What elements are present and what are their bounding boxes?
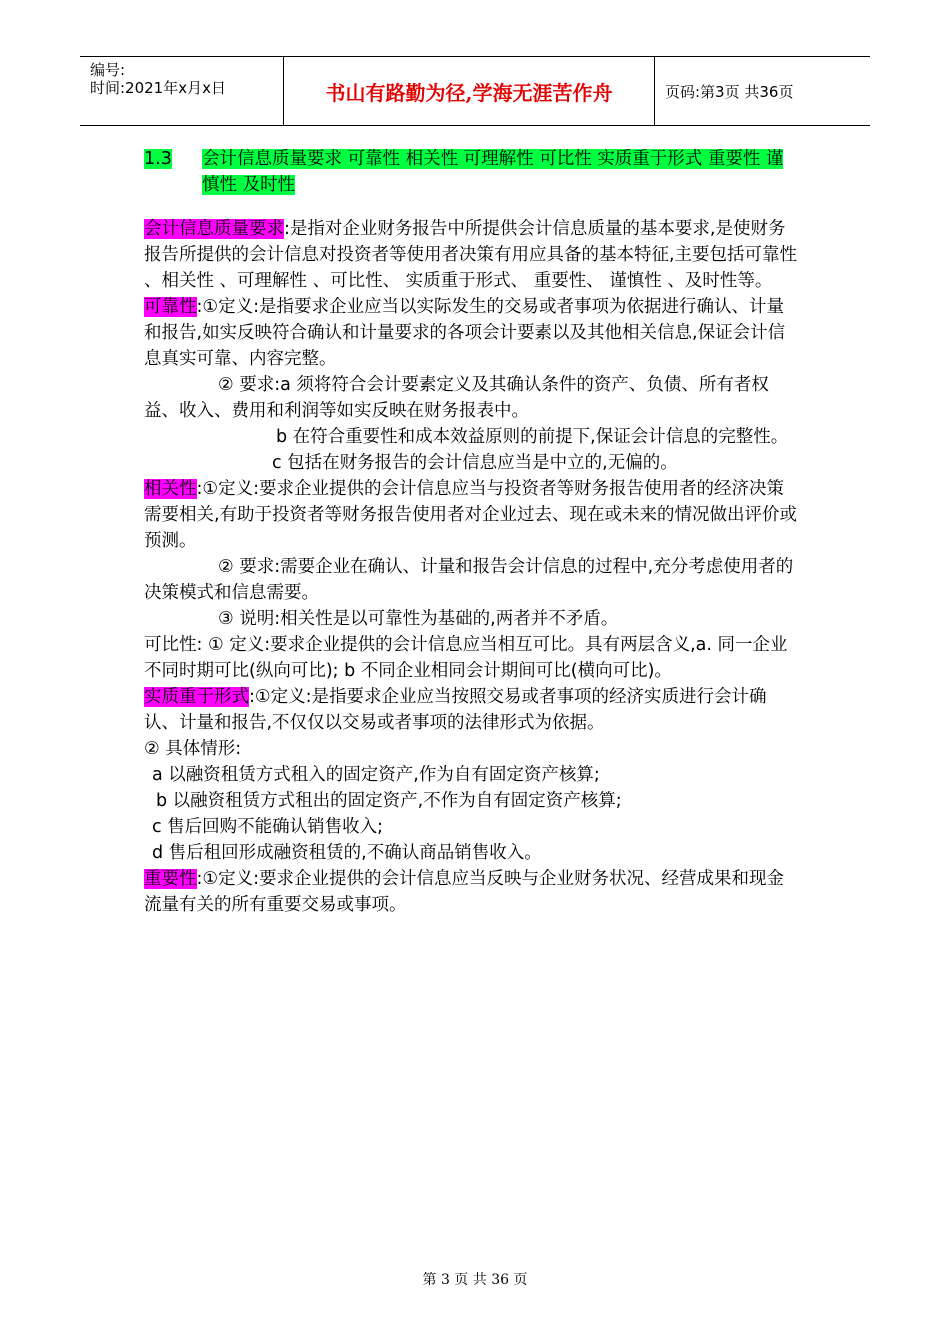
header-motto: 书山有路勤为径,学海无涯苦作舟 xyxy=(325,80,613,105)
materiality-term: 重要性 xyxy=(144,869,197,889)
relevance-term: 相关性 xyxy=(144,479,197,499)
substance-term: 实质重于形式 xyxy=(144,687,249,707)
document-body xyxy=(144,146,800,918)
relevance-paragraph xyxy=(144,476,800,554)
materiality-definition: :①定义:要求企业提供的会计信息应当反映与企业财务状况、经营成果和现金流量有关的所有重要交易或事项。 xyxy=(144,869,784,915)
relevance-requirement: ② 要求:需要企业在确认、计量和报告会计信息的过程中,充分考虑使用者的决策模式和信息需要。 xyxy=(144,557,794,603)
reliability-requirement-c: c 包括在财务报告的会计信息应当是中立的,无偏的。 xyxy=(272,453,678,473)
reliability-requirement-a: ② 要求:a 须将符合会计要素定义及其确认条件的资产、负债、所有者权益、收入、费用和利润等如实反映在财务报表中。 xyxy=(144,375,769,421)
header-meta-cell xyxy=(80,57,284,125)
section-number: 1.3 xyxy=(144,149,172,169)
case-d: d 售后租回形成融资租赁的,不确认商品销售收入。 xyxy=(152,843,542,863)
quality-term: 会计信息质量要求 xyxy=(144,219,284,239)
header-page-cell xyxy=(655,57,870,125)
materiality-paragraph xyxy=(144,866,800,918)
case-a: a 以融资租赁方式租入的固定资产,作为自有固定资产核算; xyxy=(152,765,600,785)
relevance-definition: :①定义:要求企业提供的会计信息应当与投资者等财务报告使用者的经济决策需要相关,有助于投资者等财务报告使用者对企业过去、现在或未来的情况做出评价或预测。 xyxy=(144,479,798,551)
case-c: c 售后回购不能确认销售收入; xyxy=(152,817,384,837)
document-time-label: 时间:2021年x月x日 xyxy=(90,79,226,97)
substance-definition: :①定义:是指要求企业应当按照交易或者事项的经济实质进行会计确认、计量和报告,不仅仅以交易或者事项的法律形式为依据。 xyxy=(144,687,767,733)
reliability-requirement-b: b 在符合重要性和成本效益原则的前提下,保证会计信息的完整性。 xyxy=(276,427,789,447)
header-motto-cell xyxy=(284,57,655,125)
page-footer: 第 3 页 共 36 页 xyxy=(422,1272,528,1288)
substance-paragraph xyxy=(144,684,800,736)
comparability-paragraph: 可比性: ① 定义:要求企业提供的会计信息应当相互可比。具有两层含义,a. 同一企业不同时期可比(纵向可比); b 不同企业相同会计期间可比(横向可比)。 xyxy=(144,635,788,681)
reliability-paragraph xyxy=(144,294,800,372)
page-header xyxy=(80,56,870,126)
quality-paragraph xyxy=(144,216,800,294)
section-heading xyxy=(144,146,800,198)
substance-cases-label: ② 具体情形: xyxy=(144,739,242,759)
relevance-note: ③ 说明:相关性是以可靠性为基础的,两者并不矛盾。 xyxy=(218,609,619,629)
document-number-label: 编号: xyxy=(90,61,126,79)
reliability-definition: :①定义:是指要求企业应当以实际发生的交易或者事项为依据进行确认、计量和报告,如实反映符合确认和计量要求的各项会计要素以及其他相关信息,保证会计信息真实可靠、内容完整。 xyxy=(144,297,786,369)
case-b: b 以融资租赁方式租出的固定资产,不作为自有固定资产核算; xyxy=(156,791,622,811)
reliability-term: 可靠性 xyxy=(144,297,197,317)
quality-text: :是指对企业财务报告中所提供会计信息质量的基本要求,是使财务报告所提供的会计信息对投资者等使用者决策有用应具备的基本特征,主要包括可靠性 、相关性 、可理解性 、可比性、 实质重于形式、 重要性、 谨慎性 、及时性等。 xyxy=(144,219,798,291)
header-page-info: 页码:第3页 共36页 xyxy=(665,82,794,101)
section-title: 会计信息质量要求 可靠性 相关性 可理解性 可比性 实质重于形式 重要性 谨慎性 及时性 xyxy=(202,149,784,195)
